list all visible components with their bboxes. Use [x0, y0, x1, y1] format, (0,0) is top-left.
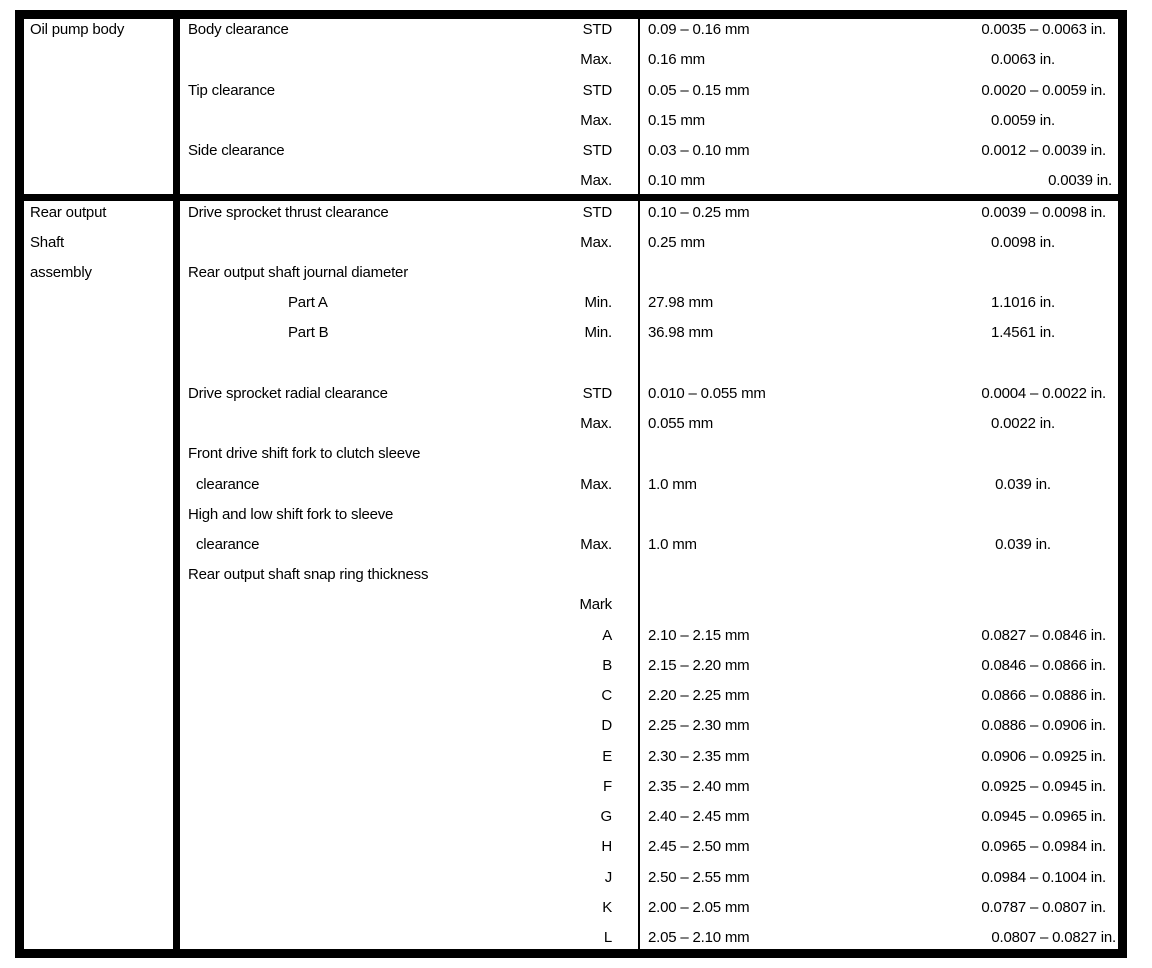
row-inch-value: 1.1016 in.: [991, 294, 1055, 311]
row-inch-value: 0.0827 – 0.0846 in.: [981, 627, 1106, 644]
row-metric-value: 2.45 – 2.50 mm: [648, 838, 750, 855]
row-metric-value: 2.25 – 2.30 mm: [648, 717, 750, 734]
row-inch-value: 0.039 in.: [995, 536, 1051, 553]
row-inch-value: 0.0945 – 0.0965 in.: [981, 808, 1106, 825]
row-condition: STD: [582, 21, 612, 38]
row-condition: STD: [582, 204, 612, 221]
row-metric-value: 0.25 mm: [648, 234, 705, 251]
row-inch-value: 0.0020 – 0.0059 in.: [981, 82, 1106, 99]
row-item: clearance: [196, 536, 260, 553]
value-column-divider: [638, 10, 640, 958]
row-condition: Max.: [580, 536, 612, 553]
row-metric-value: 0.03 – 0.10 mm: [648, 142, 750, 159]
row-item: clearance: [196, 476, 260, 493]
group-label-oil-pump-body: Oil pump body: [30, 21, 125, 38]
row-condition: Max.: [580, 415, 612, 432]
row-item: Tip clearance: [188, 82, 275, 99]
group-label-rear-output: Rear output: [30, 204, 107, 221]
row-inch-value: 0.039 in.: [995, 476, 1051, 493]
row-item: Rear output shaft snap ring thickness: [188, 566, 429, 583]
row-condition: Min.: [584, 294, 612, 311]
row-metric-value: 0.010 – 0.055 mm: [648, 385, 766, 402]
row-condition: Max.: [580, 234, 612, 251]
row-mark: E: [602, 748, 612, 765]
row-inch-value: 0.0039 – 0.0098 in.: [981, 204, 1106, 221]
row-condition: Max.: [580, 51, 612, 68]
row-metric-value: 2.35 – 2.40 mm: [648, 778, 750, 795]
row-inch-value: 0.0866 – 0.0886 in.: [981, 687, 1106, 704]
row-inch-value: 0.0925 – 0.0945 in.: [981, 778, 1106, 795]
row-item: Front drive shift fork to clutch sleeve: [188, 445, 421, 462]
row-item: Part B: [288, 324, 329, 341]
row-condition: STD: [582, 142, 612, 159]
row-condition: Max.: [580, 112, 612, 129]
row-inch-value: 0.0059 in.: [991, 112, 1055, 129]
row-inch-value: 0.0807 – 0.0827 in.: [991, 929, 1116, 946]
row-inch-value: 0.0886 – 0.0906 in.: [981, 717, 1106, 734]
row-condition: Max.: [580, 476, 612, 493]
row-metric-value: 2.50 – 2.55 mm: [648, 869, 750, 886]
row-inch-value: 0.0965 – 0.0984 in.: [981, 838, 1106, 855]
row-metric-value: 1.0 mm: [648, 536, 697, 553]
row-inch-value: 0.0012 – 0.0039 in.: [981, 142, 1106, 159]
row-mark: H: [601, 838, 612, 855]
row-inch-value: 0.0035 – 0.0063 in.: [981, 21, 1106, 38]
group-label-assembly: assembly: [30, 264, 92, 281]
row-metric-value: 2.15 – 2.20 mm: [648, 657, 750, 674]
row-item: Drive sprocket thrust clearance: [188, 204, 389, 221]
row-metric-value: 2.30 – 2.35 mm: [648, 748, 750, 765]
row-mark: D: [601, 717, 612, 734]
row-metric-value: 27.98 mm: [648, 294, 714, 311]
section-divider: [15, 194, 1127, 201]
row-condition: Mark: [579, 596, 612, 613]
row-metric-value: 0.055 mm: [648, 415, 714, 432]
row-inch-value: 1.4561 in.: [991, 324, 1055, 341]
row-item: Drive sprocket radial clearance: [188, 385, 388, 402]
row-item: Body clearance: [188, 21, 289, 38]
row-inch-value: 0.0098 in.: [991, 234, 1055, 251]
row-metric-value: 0.05 – 0.15 mm: [648, 82, 750, 99]
row-inch-value: 0.0906 – 0.0925 in.: [981, 748, 1106, 765]
row-inch-value: 0.0984 – 0.1004 in.: [981, 869, 1106, 886]
row-metric-value: 2.10 – 2.15 mm: [648, 627, 750, 644]
row-condition: Max.: [580, 172, 612, 189]
row-metric-value: 0.16 mm: [648, 51, 705, 68]
row-item: Side clearance: [188, 142, 285, 159]
row-metric-value: 1.0 mm: [648, 476, 697, 493]
row-item: Part A: [288, 294, 328, 311]
row-metric-value: 2.00 – 2.05 mm: [648, 899, 750, 916]
row-metric-value: 0.10 mm: [648, 172, 705, 189]
row-mark: F: [603, 778, 612, 795]
row-metric-value: 0.09 – 0.16 mm: [648, 21, 750, 38]
row-metric-value: 2.05 – 2.10 mm: [648, 929, 750, 946]
row-mark: A: [602, 627, 612, 644]
row-inch-value: 0.0787 – 0.0807 in.: [981, 899, 1106, 916]
row-metric-value: 36.98 mm: [648, 324, 714, 341]
row-metric-value: 2.20 – 2.25 mm: [648, 687, 750, 704]
row-mark: C: [601, 687, 612, 704]
row-inch-value: 0.0846 – 0.0866 in.: [981, 657, 1106, 674]
row-inch-value: 0.0063 in.: [991, 51, 1055, 68]
row-condition: Min.: [584, 324, 612, 341]
row-condition: STD: [582, 385, 612, 402]
row-inch-value: 0.0022 in.: [991, 415, 1055, 432]
row-item: Rear output shaft journal diameter: [188, 264, 408, 281]
row-condition: STD: [582, 82, 612, 99]
row-inch-value: 0.0039 in.: [1048, 172, 1112, 189]
row-item: High and low shift fork to sleeve: [188, 506, 394, 523]
row-mark: B: [602, 657, 612, 674]
row-inch-value: 0.0004 – 0.0022 in.: [981, 385, 1106, 402]
row-mark: J: [604, 869, 612, 886]
row-metric-value: 0.15 mm: [648, 112, 705, 129]
group-column-divider: [173, 10, 180, 958]
row-mark: K: [602, 899, 612, 916]
group-label-shaft: Shaft: [30, 234, 65, 251]
row-metric-value: 0.10 – 0.25 mm: [648, 204, 750, 221]
row-metric-value: 2.40 – 2.45 mm: [648, 808, 750, 825]
row-mark: L: [603, 929, 612, 946]
row-mark: G: [600, 808, 612, 825]
